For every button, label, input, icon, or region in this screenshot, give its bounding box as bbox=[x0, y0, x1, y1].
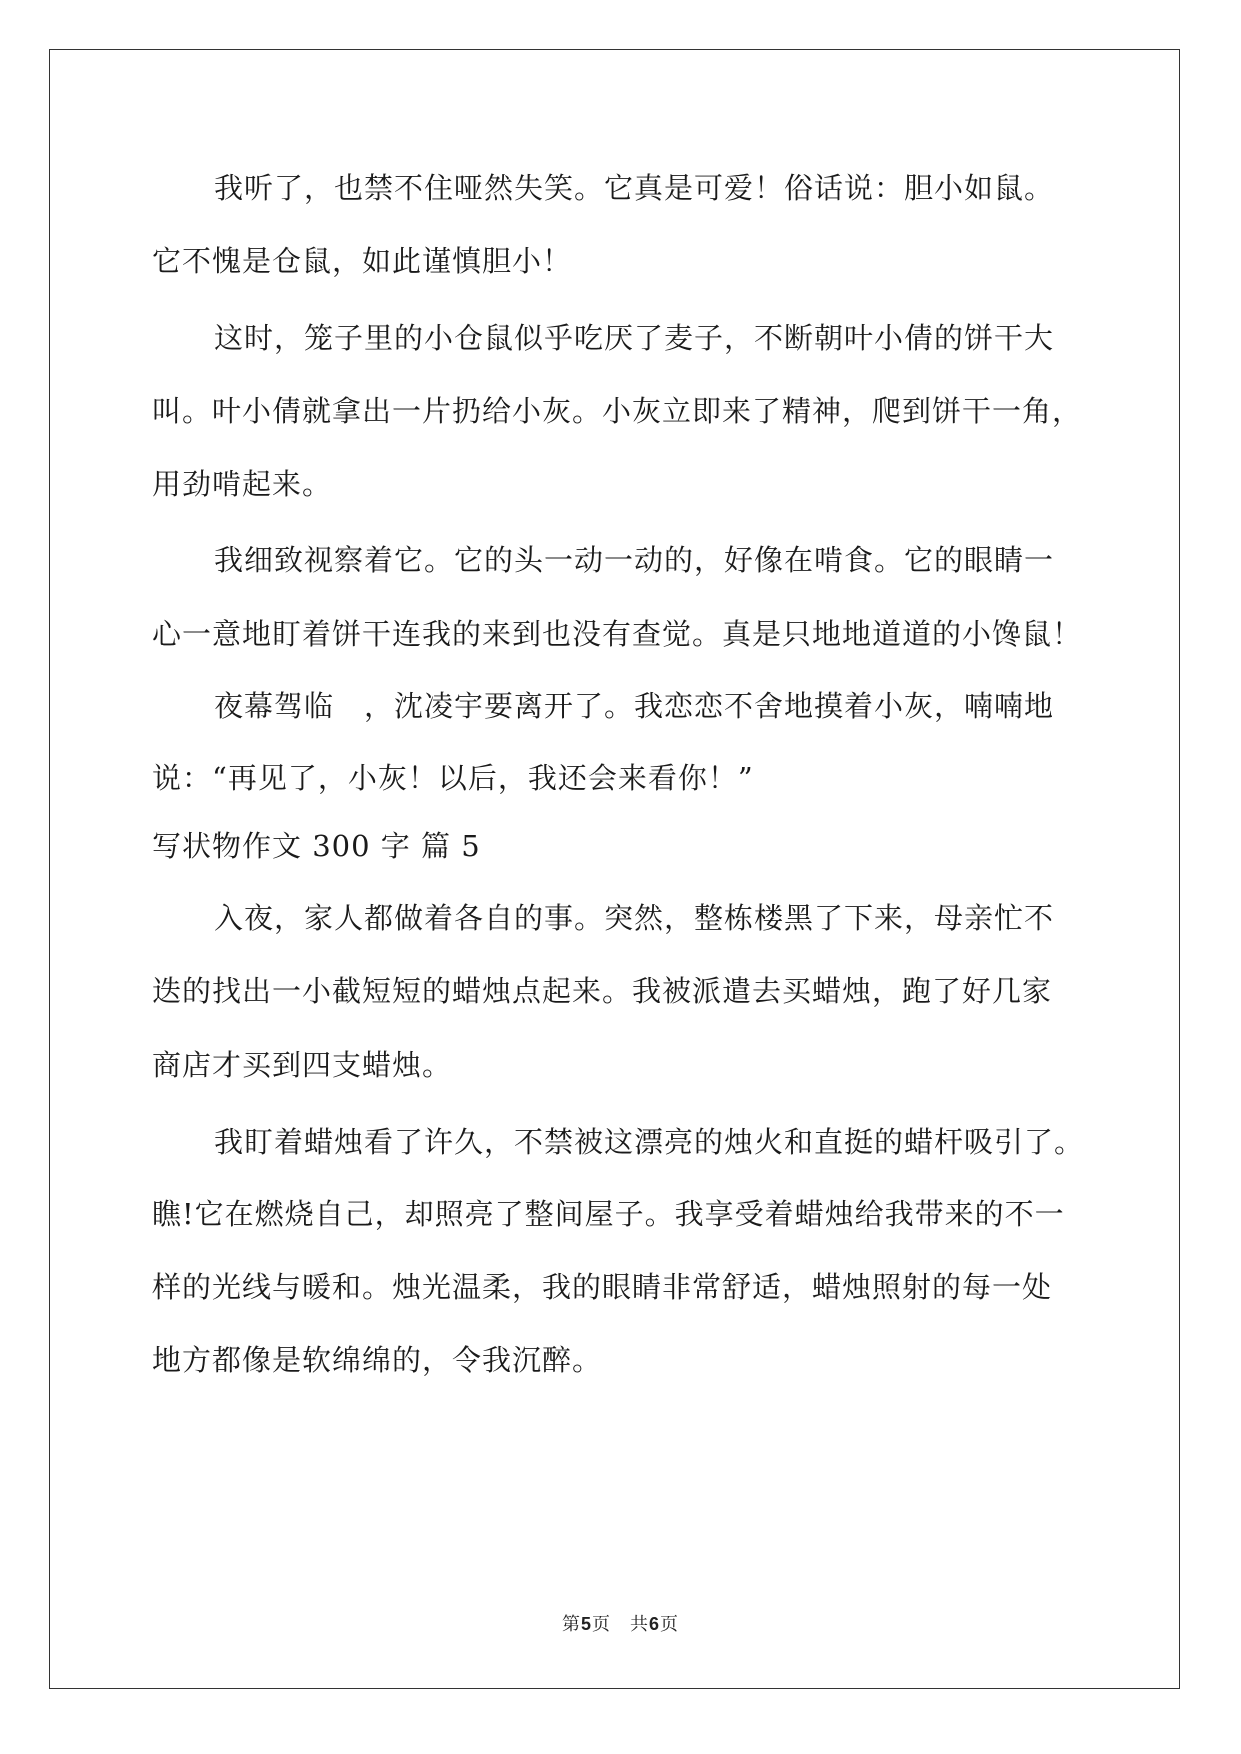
text-line: 商店才买到四支蜡烛。 bbox=[152, 1048, 453, 1082]
page-suffix: 页 bbox=[660, 1614, 680, 1635]
text-line: 心一意地盯着饼干连我的来到也没有查觉。真是只地地道道的小馋鼠！ bbox=[152, 617, 1083, 651]
text-line: 入夜，家人都做着各自的事。突然，整栋楼黑了下来，母亲忙不 bbox=[214, 901, 1055, 935]
page-mid: 页 共 bbox=[592, 1614, 649, 1635]
text-line: 叫。叶小倩就拿出一片扔给小灰。小灰立即来了精神，爬到饼干一角， bbox=[152, 394, 1083, 428]
text-line: 这时，笼子里的小仓鼠似乎吃厌了麦子，不断朝叶小倩的饼干大 bbox=[214, 321, 1055, 355]
text-line: 用劲啃起来。 bbox=[152, 467, 333, 501]
page-current: 5 bbox=[580, 1614, 592, 1634]
text-line: 我听了，也禁不住哑然失笑。它真是可爱！俗话说：胆小如鼠。 bbox=[214, 171, 1055, 205]
section-heading: 写状物作文 300 字 篇 5 bbox=[152, 829, 481, 863]
text-line: 它不愧是仓鼠，如此谨慎胆小！ bbox=[152, 244, 573, 278]
page-number bbox=[0, 1610, 1241, 1636]
text-line: 迭的找出一小截短短的蜡烛点起来。我被派遣去买蜡烛，跑了好几家 bbox=[152, 974, 1053, 1008]
text-line: 说：“再见了，小灰！以后，我还会来看你！” bbox=[152, 761, 754, 795]
page-total: 6 bbox=[649, 1614, 661, 1634]
page-border bbox=[49, 49, 1180, 1689]
text-line: 样的光线与暖和。烛光温柔，我的眼睛非常舒适，蜡烛照射的每一处 bbox=[152, 1270, 1053, 1304]
text-line: 瞧!它在燃烧自己，却照亮了整间屋子。我享受着蜡烛给我带来的不一 bbox=[152, 1197, 1065, 1231]
text-line: 地方都像是软绵绵的，令我沉醉。 bbox=[152, 1343, 603, 1377]
text-line: 夜幕驾临 ，沈凌宇要离开了。我恋恋不舍地摸着小灰，喃喃地 bbox=[214, 689, 1055, 723]
page-prefix: 第 bbox=[561, 1614, 581, 1635]
text-line: 我盯着蜡烛看了许久，不禁被这漂亮的烛火和直挺的蜡杆吸引了。 bbox=[214, 1125, 1085, 1159]
text-line: 我细致视察着它。它的头一动一动的，好像在啃食。它的眼睛一 bbox=[214, 543, 1055, 577]
